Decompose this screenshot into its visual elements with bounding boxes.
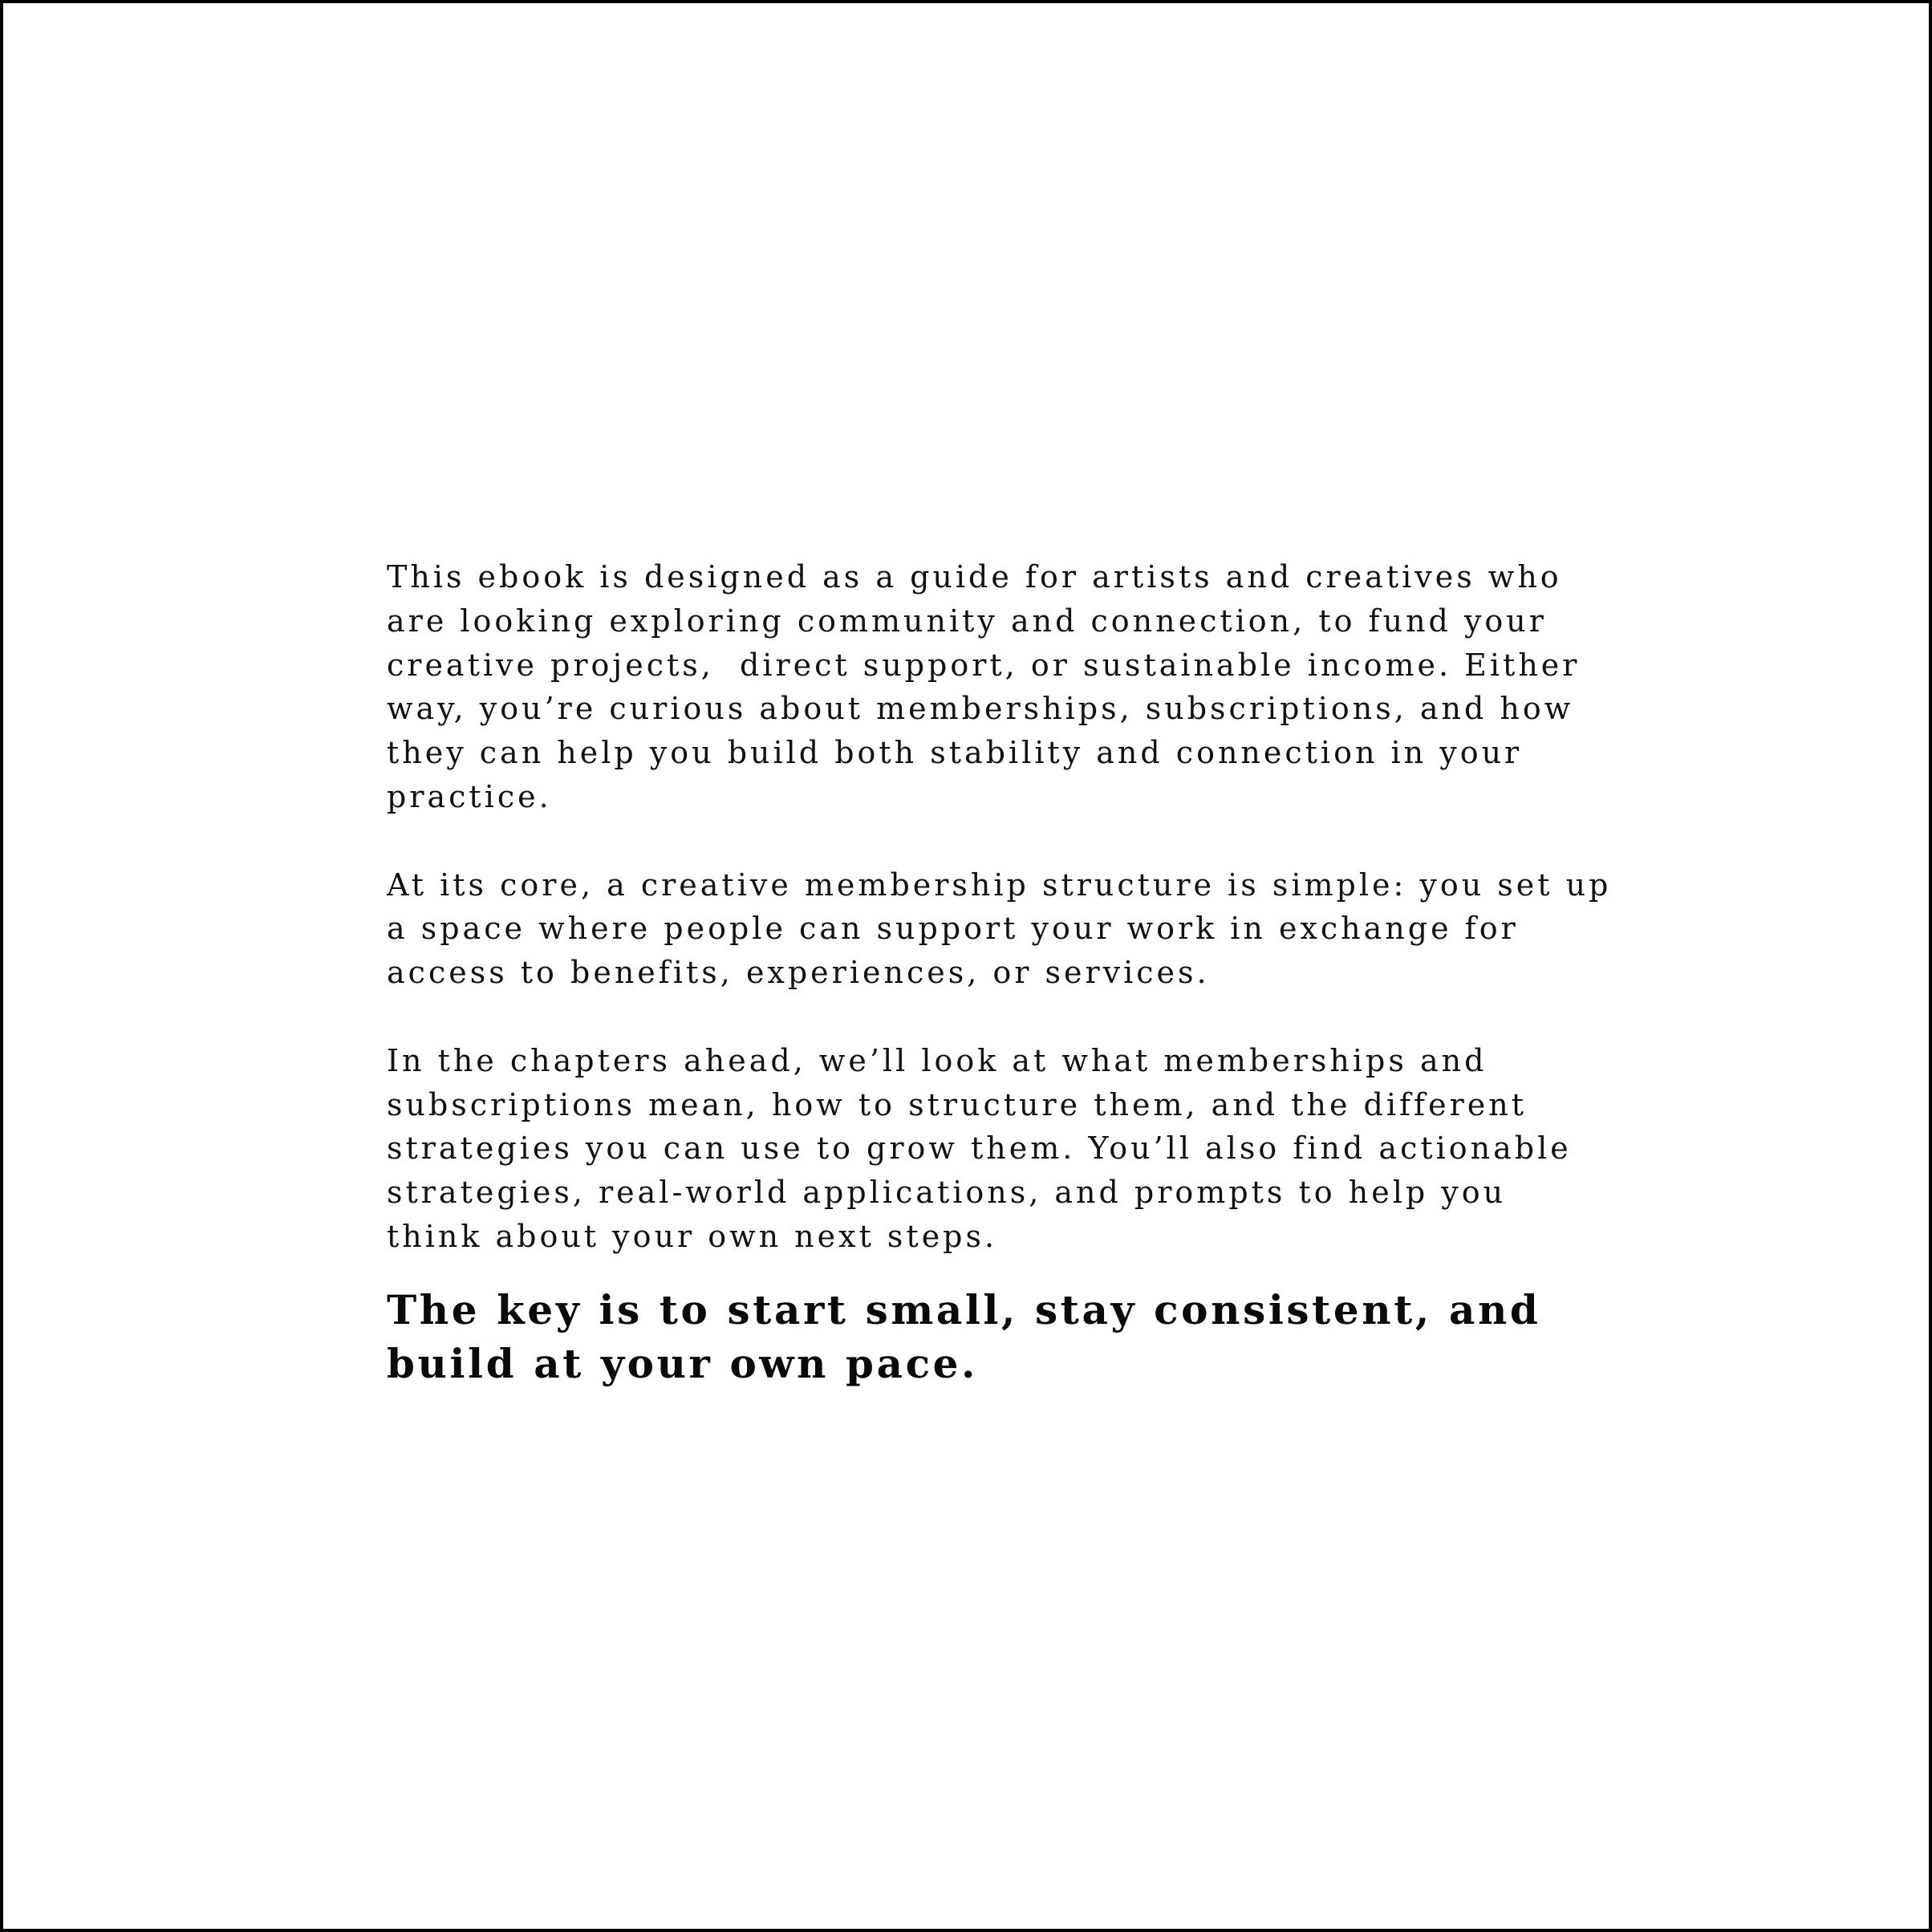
paragraph-spacer xyxy=(387,995,1606,1039)
key-statement xyxy=(387,1283,1606,1390)
body-text-line: access to benefits, experiences, or services. xyxy=(387,955,1210,991)
body-text-line: practice. xyxy=(387,778,552,814)
body-text-line: are looking exploring community and connection, to fund your xyxy=(387,603,1547,639)
paragraph-spacer xyxy=(387,819,1606,863)
key-statement-line: The key is to start small, stay consistent, and xyxy=(387,1285,1541,1333)
key-statement-line: build at your own pace. xyxy=(387,1339,979,1387)
body-text-line: In the chapters ahead, we’ll look at what memberships and xyxy=(387,1042,1488,1078)
body-text-line: subscriptions mean, how to structure them, and the different xyxy=(387,1086,1528,1122)
intro-paragraph-chapters-ahead xyxy=(387,1039,1606,1259)
body-text-line: strategies, real-world applications, and prompts to help you xyxy=(387,1175,1507,1211)
body-text-line: a space where people can support your work in exchange for xyxy=(387,911,1519,947)
intro-paragraph-purpose xyxy=(387,555,1606,819)
intro-text-block xyxy=(387,555,1612,1390)
body-text-line: they can help you build both stability and connection in your xyxy=(387,735,1523,771)
body-text-line: way, you’re curious about memberships, subscriptions, and how xyxy=(387,691,1574,727)
body-text-line: strategies you can use to grow them. You’ll also find actionable xyxy=(387,1130,1572,1167)
body-text-line: think about your own next steps. xyxy=(387,1218,998,1254)
body-text-line: This ebook is designed as a guide for artists and creatives who xyxy=(387,559,1562,595)
body-text-line: At its core, a creative membership structure is simple: you set up xyxy=(387,867,1612,903)
intro-paragraph-core-idea xyxy=(387,863,1612,995)
body-text-line: creative projects, direct support, or sustainable income. Either xyxy=(387,647,1581,683)
